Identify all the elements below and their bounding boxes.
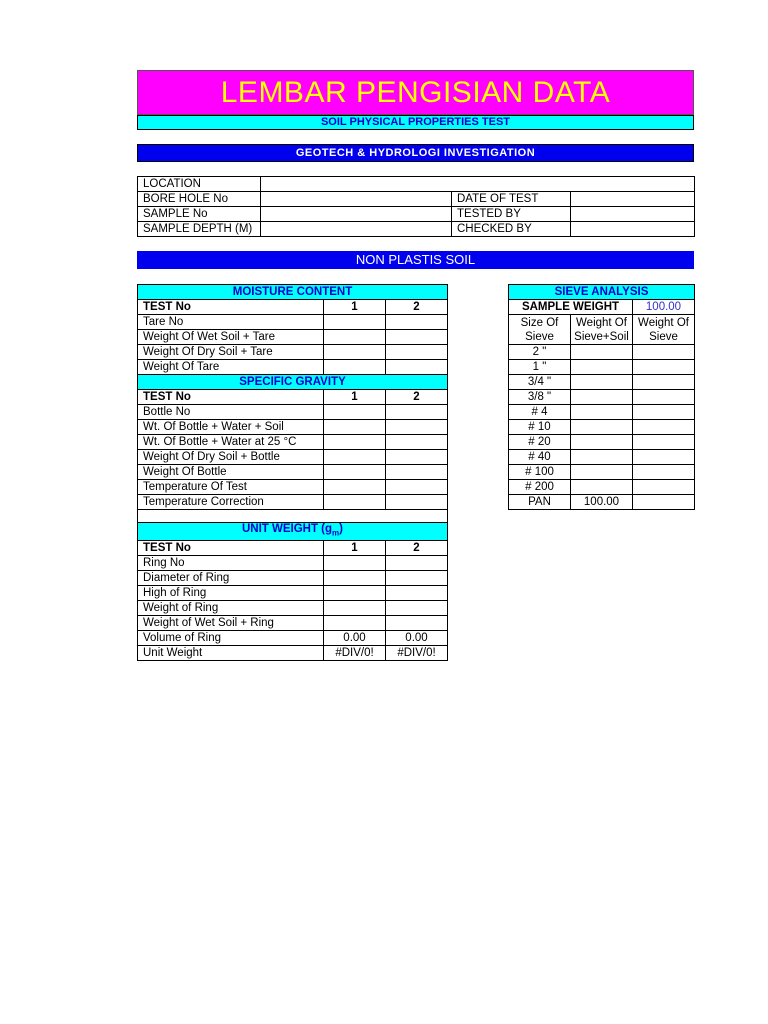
date-of-test-label: DATE OF TEST [452,192,571,207]
sieve-row [509,405,695,420]
ws-header-line2: Sieve+Soil [574,330,629,343]
sieve-row [509,420,695,435]
moisture-row [138,360,448,375]
unit-weight-cell[interactable] [386,556,448,571]
sieve-w-cell[interactable] [633,420,695,435]
gravity-cell[interactable] [386,420,448,435]
sample-depth-field[interactable] [261,222,452,237]
sieve-size: PAN [509,495,571,510]
sieve-w-cell[interactable] [633,390,695,405]
unit-weight-row [138,586,448,601]
size-header-line1: Size Of [520,316,559,329]
page-subtitle: SOIL PHYSICAL PROPERTIES TEST [137,115,694,130]
info-row-borehole [138,192,695,207]
size-header-line2: Sieve [525,330,554,343]
sieve-w-cell[interactable] [633,360,695,375]
unit-weight-row [138,616,448,631]
unit-weight-cell[interactable] [324,556,386,571]
sieve-row [509,465,695,480]
sieve-analysis-header: SIEVE ANALYSIS [509,285,695,300]
moisture-row-label: Weight Of Wet Soil + Tare [138,330,324,345]
sieve-ws-cell[interactable] [571,420,633,435]
gravity-row [138,465,448,480]
sample-weight-value[interactable]: 100.00 [633,300,695,315]
sieve-w-cell[interactable] [633,345,695,360]
gravity-row [138,480,448,495]
moisture-cell[interactable] [386,315,448,330]
sieve-ws-cell[interactable] [571,405,633,420]
gravity-row [138,450,448,465]
location-label: LOCATION [138,177,261,192]
gravity-row-label: Weight Of Bottle [138,465,324,480]
sieve-size: 1 " [509,360,571,375]
moisture-cell[interactable] [386,330,448,345]
size-of-sieve-header [509,315,571,345]
unit-weight-row-label: Volume of Ring [138,631,324,646]
sieve-size: # 4 [509,405,571,420]
moisture-cell[interactable] [324,345,386,360]
unit-weight-row-label: Weight of Ring [138,601,324,616]
gravity-row-label: Weight Of Dry Soil + Bottle [138,450,324,465]
sieve-size: 3/8 " [509,390,571,405]
unit-weight-row-label: Ring No [138,556,324,571]
sieve-row [509,360,695,375]
gravity-row [138,495,448,510]
gravity-cell[interactable] [324,495,386,510]
sieve-w-cell[interactable] [633,450,695,465]
moisture-cell[interactable] [386,345,448,360]
gravity-cell[interactable] [386,480,448,495]
unit-weight-header [138,523,448,541]
sieve-ws-cell[interactable] [571,345,633,360]
gravity-row-label: Wt. Of Bottle + Water + Soil [138,420,324,435]
gravity-cell[interactable] [386,465,448,480]
sieve-row [509,495,695,510]
unit-weight-test-no-label: TEST No [138,541,324,556]
sieve-row [509,450,695,465]
sieve-ws-cell[interactable] [571,435,633,450]
unit-weight-col-1: 1 [324,541,386,556]
unit-weight-cell[interactable] [324,586,386,601]
unit-weight-row [138,631,448,646]
sieve-w-cell[interactable] [633,435,695,450]
gravity-cell[interactable] [324,465,386,480]
unit-weight-cell[interactable] [324,616,386,631]
sample-depth-label: SAMPLE DEPTH (M) [138,222,261,237]
sieve-size: 2 " [509,345,571,360]
unit-weight-row [138,601,448,616]
unit-weight-cell[interactable] [324,601,386,616]
unit-weight-row [138,571,448,586]
moisture-row-label: Weight Of Dry Soil + Tare [138,345,324,360]
unit-weight-cell[interactable] [386,616,448,631]
specific-gravity-header: SPECIFIC GRAVITY [138,375,448,390]
moisture-row [138,345,448,360]
gravity-col-2: 2 [386,390,448,405]
checked-by-label: CHECKED BY [452,222,571,237]
gravity-cell[interactable] [324,450,386,465]
investigation-title: GEOTECH & HYDROLOGI INVESTIGATION [137,144,694,162]
moisture-col-2: 2 [386,300,448,315]
unit-weight-cell[interactable] [386,571,448,586]
sieve-ws-cell[interactable] [571,450,633,465]
moisture-row-label: Tare No [138,315,324,330]
sieve-size: # 40 [509,450,571,465]
unit-weight-row-label: Weight of Wet Soil + Ring [138,616,324,631]
sieve-size: # 200 [509,480,571,495]
unit-weight-cell[interactable] [324,571,386,586]
sample-no-label: SAMPLE No [138,207,261,222]
moisture-col-1: 1 [324,300,386,315]
sample-weight-label: SAMPLE WEIGHT [509,300,633,315]
unit-weight-row-label: Diameter of Ring [138,571,324,586]
sieve-ws-cell[interactable] [571,465,633,480]
page-title: LEMBAR PENGISIAN DATA [137,70,694,115]
moisture-row-label: Weight Of Tare [138,360,324,375]
gravity-row-label: Temperature Correction [138,495,324,510]
location-field[interactable] [261,177,695,192]
sieve-w-cell[interactable] [633,480,695,495]
ws-header-line1: Weight Of [576,316,627,329]
moisture-content-header: MOISTURE CONTENT [138,285,448,300]
sieve-row [509,345,695,360]
sieve-w-cell[interactable] [633,405,695,420]
info-row-depth [138,222,695,237]
gravity-row-label: Wt. Of Bottle + Water at 25 °C [138,435,324,450]
moisture-cell[interactable] [324,330,386,345]
sieve-w-cell[interactable] [633,465,695,480]
sieve-analysis-table [508,284,695,510]
moisture-row [138,330,448,345]
sieve-ws-cell: 100.00 [571,495,633,510]
moisture-gravity-table [137,284,448,525]
sieve-w-cell[interactable] [633,375,695,390]
sample-no-field[interactable] [261,207,452,222]
gravity-cell[interactable] [386,450,448,465]
moisture-test-no-label: TEST No [138,300,324,315]
unit-weight-title: UNIT WEIGHT (g [241,523,333,536]
unit-weight-cell: 0.00 [324,631,386,646]
gravity-row [138,405,448,420]
moisture-cell[interactable] [324,360,386,375]
sieve-size: # 100 [509,465,571,480]
unit-weight-row-label: Unit Weight [138,646,324,661]
gravity-cell[interactable] [386,435,448,450]
unit-weight-title-end: ) [339,523,344,536]
gravity-cell[interactable] [324,480,386,495]
unit-weight-cell[interactable] [386,586,448,601]
tested-by-label: TESTED BY [452,207,571,222]
info-row-location [138,177,695,192]
sieve-row [509,435,695,450]
unit-weight-row [138,556,448,571]
gravity-cell[interactable] [324,435,386,450]
sieve-size: # 20 [509,435,571,450]
tested-by-field[interactable] [571,207,695,222]
unit-weight-table [137,522,448,661]
sieve-ws-cell[interactable] [571,480,633,495]
unit-weight-col-2: 2 [386,541,448,556]
gravity-cell[interactable] [324,405,386,420]
gravity-cell[interactable] [386,405,448,420]
sieve-row [509,390,695,405]
unit-weight-title-sub: m [332,528,340,538]
info-table [137,176,695,237]
gravity-col-1: 1 [324,390,386,405]
info-row-sample [138,207,695,222]
gravity-cell[interactable] [324,420,386,435]
gravity-test-no-label: TEST No [138,390,324,405]
weight-sieve-soil-header [571,315,633,345]
sieve-size: 3/4 " [509,375,571,390]
checked-by-field[interactable] [571,222,695,237]
unit-weight-row-label: High of Ring [138,586,324,601]
unit-weight-cell[interactable] [386,601,448,616]
gravity-row-label: Bottle No [138,405,324,420]
gravity-row-label: Temperature Of Test [138,480,324,495]
gravity-cell[interactable] [386,495,448,510]
gravity-row [138,420,448,435]
unit-weight-cell: #DIV/0! [324,646,386,661]
sieve-size: # 10 [509,420,571,435]
w-header-line1: Weight Of [638,316,689,329]
moisture-row [138,315,448,330]
sieve-ws-cell[interactable] [571,390,633,405]
gravity-row [138,435,448,450]
bore-hole-label: BORE HOLE No [138,192,261,207]
moisture-cell[interactable] [324,315,386,330]
weight-sieve-header [633,315,695,345]
unit-weight-cell: 0.00 [386,631,448,646]
unit-weight-row [138,646,448,661]
unit-weight-cell: #DIV/0! [386,646,448,661]
sieve-row [509,375,695,390]
bore-hole-field[interactable] [261,192,452,207]
sieve-ws-cell[interactable] [571,360,633,375]
w-header-line2: Sieve [649,330,678,343]
sieve-ws-cell[interactable] [571,375,633,390]
moisture-cell[interactable] [386,360,448,375]
date-of-test-field[interactable] [571,192,695,207]
sieve-w-cell[interactable] [633,495,695,510]
sieve-row [509,480,695,495]
section-title: NON PLASTIS SOIL [137,251,694,269]
